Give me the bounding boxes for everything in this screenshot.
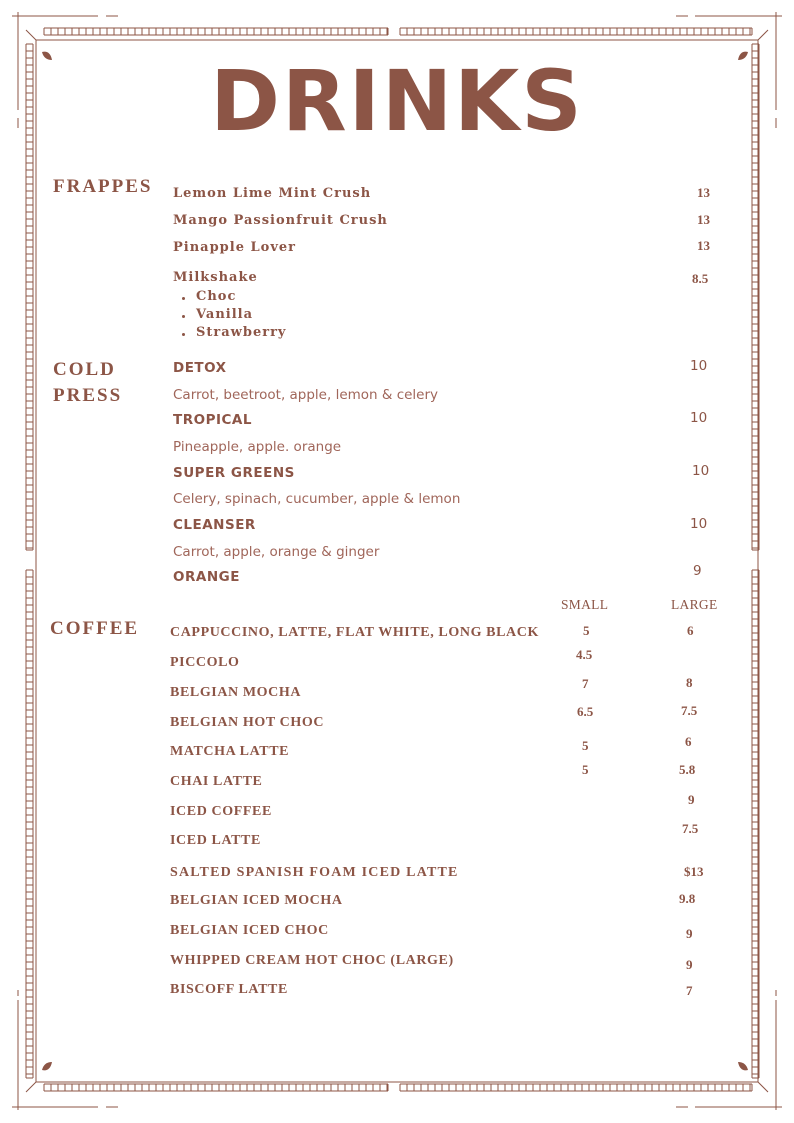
menu-item-price: 13 [697, 212, 710, 227]
menu-item-description: Celery, spinach, cucumber, apple & lemon [173, 491, 461, 507]
menu-item-name: ICED LATTE [170, 833, 261, 848]
price-large: 9 [686, 957, 693, 972]
price-large: 7 [686, 983, 693, 998]
menu-item-name: Mango Passionfruit Crush [173, 213, 388, 228]
bullet-icon [182, 297, 185, 300]
price-small: 7 [582, 676, 589, 691]
price-large: 7.5 [682, 821, 699, 836]
menu-item-name: MATCHA LATTE [170, 744, 290, 759]
price-large: 5.8 [679, 762, 696, 777]
menu-item-name: CHAI LATTE [170, 774, 263, 789]
menu-item-name: BISCOFF LATTE [170, 982, 288, 997]
menu-item-price: 13 [697, 238, 710, 253]
menu-item-name: CLEANSER [173, 517, 256, 533]
menu-item-price: 9 [693, 563, 702, 579]
menu-item-description: Pineapple, apple. orange [173, 439, 342, 455]
price-large: 8 [686, 675, 693, 690]
menu-item-name: Lemon Lime Mint Crush [173, 186, 372, 201]
page-title: DRINKS [210, 52, 584, 150]
menu-item-description: Carrot, beetroot, apple, lemon & celery [173, 387, 439, 403]
menu-item-name: Pinapple Lover [173, 240, 296, 255]
bullet-icon [182, 315, 185, 318]
bullet-icon [182, 333, 185, 336]
price-large: 9.8 [679, 891, 696, 906]
menu-item-name: DETOX [173, 360, 227, 376]
price-large: $13 [684, 864, 704, 879]
price-small: 5 [582, 762, 589, 777]
price-small: 6.5 [577, 704, 594, 719]
price-small: 4.5 [576, 647, 593, 662]
price-small: 5 [583, 623, 590, 638]
price-large: 9 [688, 792, 695, 807]
menu-item-name: SALTED SPANISH FOAM ICED LATTE [170, 865, 459, 880]
menu-item-name: WHIPPED CREAM HOT CHOC (LARGE) [170, 953, 454, 968]
menu-item-price: 10 [690, 410, 708, 426]
menu-item-description: Carrot, apple, orange & ginger [173, 544, 380, 560]
column-header-large: LARGE [671, 597, 718, 612]
menu-item-price: 10 [692, 463, 710, 479]
menu-item-name: Milkshake [173, 270, 258, 285]
price-large: 7.5 [681, 703, 698, 718]
price-large: 6 [687, 623, 694, 638]
menu-item-name: BELGIAN HOT CHOC [170, 715, 325, 730]
menu-item-price: 8.5 [692, 271, 709, 286]
menu-item-name: SUPER GREENS [173, 465, 295, 481]
menu-item-name: ICED COFFEE [170, 804, 272, 819]
cold-press-heading-line2: PRESS [53, 385, 123, 406]
menu-item-price: 13 [697, 185, 710, 200]
price-small: 5 [582, 738, 589, 753]
menu-item-name: BELGIAN MOCHA [170, 685, 302, 700]
flavour-item: Vanilla [196, 307, 254, 322]
flavour-item: Choc [196, 289, 237, 304]
menu-item-name: TROPICAL [173, 412, 252, 428]
flavour-item: Strawberry [196, 325, 287, 340]
menu-item-name: ORANGE [173, 569, 240, 585]
column-header-small: SMALL [561, 597, 609, 612]
coffee-heading: COFFEE [50, 618, 140, 639]
menu-item-name: BELGIAN ICED MOCHA [170, 893, 343, 908]
price-large: 6 [685, 734, 692, 749]
frappes-heading: FRAPPES [53, 176, 153, 197]
menu-item-price: 10 [690, 516, 708, 532]
menu-item-name: CAPPUCCINO, LATTE, FLAT WHITE, LONG BLACK [170, 625, 539, 640]
menu-item-price: 10 [690, 358, 708, 374]
menu-item-name: PICCOLO [170, 655, 240, 670]
menu-item-name: BELGIAN ICED CHOC [170, 923, 329, 938]
price-large: 9 [686, 926, 693, 941]
cold-press-heading-line1: COLD [53, 359, 116, 380]
